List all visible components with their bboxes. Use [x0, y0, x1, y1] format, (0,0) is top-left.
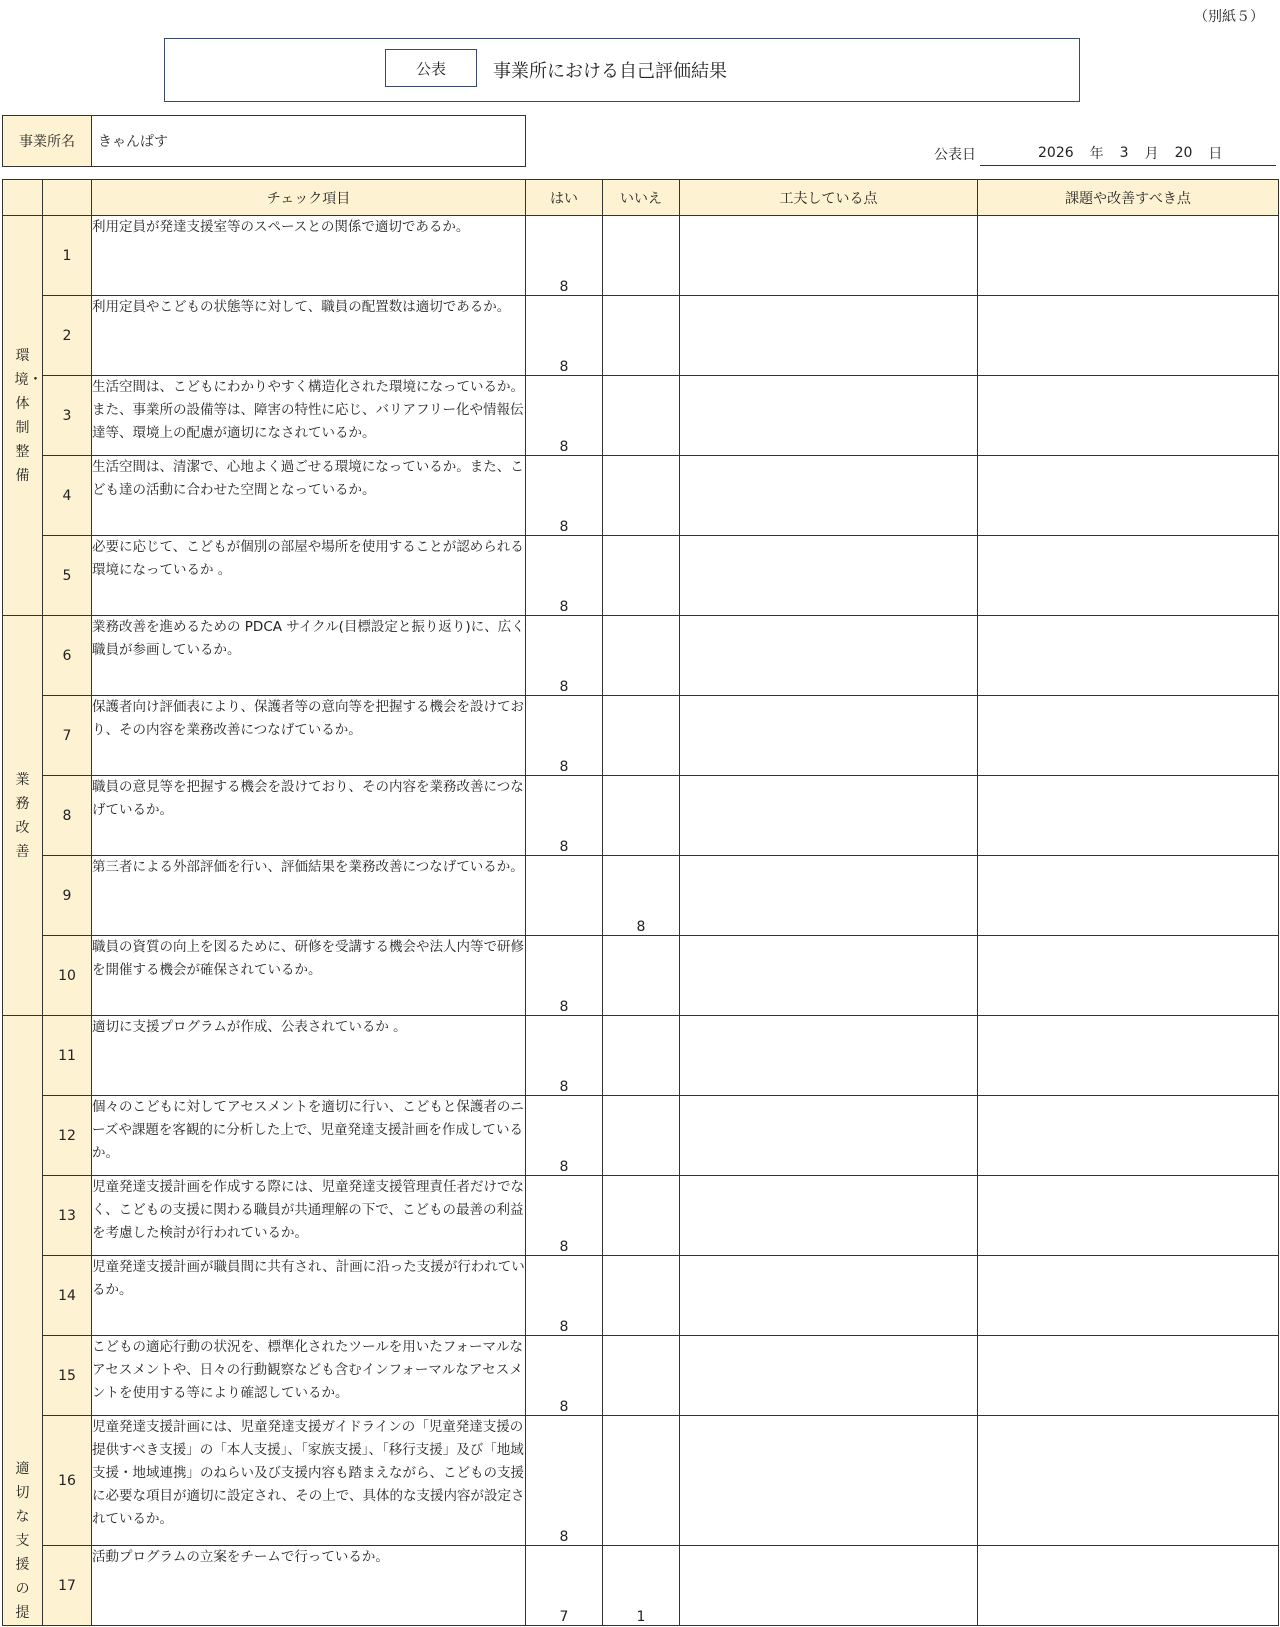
row-number: 14 — [43, 1256, 92, 1336]
row-number: 1 — [43, 216, 92, 296]
issues-cell — [978, 1256, 1279, 1336]
col-yes: はい — [526, 180, 603, 216]
no-count — [603, 1016, 680, 1096]
check-item-text: 職員の意見等を把握する機会を設けており、その内容を業務改善につなげているか。 — [92, 776, 526, 856]
no-count — [603, 616, 680, 696]
ingenuity-cell — [680, 1336, 978, 1416]
category-support-label: 適切な支援の提 — [15, 1461, 30, 1621]
check-item-text: 児童発達支援計画を作成する際には、児童発達支援管理責任者だけでなく、こどもの支援に関わる職員が共通理解の下で、こどもの最善の利益を考慮した検討が行われているか。 — [92, 1176, 526, 1256]
row-number: 10 — [43, 936, 92, 1016]
date-day: 20 — [1174, 144, 1193, 161]
date-month-unit: 月 — [1144, 145, 1159, 162]
check-item-text: 児童発達支援計画が職員間に共有され、計画に沿った支援が行われているか。 — [92, 1256, 526, 1336]
check-item-text: 児童発達支援計画には、児童発達支援ガイドラインの「児童発達支援の提供すべき支援」の「本人支援」、「家族支援」、「移行支援」及び「地域支援・地域連携」のねらい及び支援内容も踏まえながら、こどもの支援に必要な項目が適切に設定され、その上で、具体的な支援内容が設定されているか。 — [92, 1416, 526, 1546]
ingenuity-cell — [680, 776, 978, 856]
col-issues: 課題や改善すべき点 — [978, 180, 1279, 216]
publish-date-value — [980, 140, 1276, 166]
col-no: いいえ — [603, 180, 680, 216]
page-title: 事業所における自己評価結果 — [493, 61, 727, 82]
table-row — [3, 1256, 1279, 1336]
date-year-unit: 年 — [1089, 145, 1104, 162]
date-month: 3 — [1119, 144, 1129, 161]
no-count — [603, 1336, 680, 1416]
issues-cell — [978, 1336, 1279, 1416]
no-count — [603, 376, 680, 456]
date-day-unit: 日 — [1208, 145, 1223, 162]
no-count — [603, 296, 680, 376]
issues-cell — [978, 776, 1279, 856]
ingenuity-cell — [680, 696, 978, 776]
table-row — [3, 936, 1279, 1016]
ingenuity-cell — [680, 376, 978, 456]
no-count — [603, 216, 680, 296]
ingenuity-cell — [680, 216, 978, 296]
attachment-label: （別紙５） — [1194, 9, 1264, 25]
no-count — [603, 1096, 680, 1176]
issues-cell — [978, 376, 1279, 456]
row-number: 7 — [43, 696, 92, 776]
yes-count: 8 — [526, 296, 603, 376]
table-row — [3, 1096, 1279, 1176]
issues-cell — [978, 536, 1279, 616]
no-count — [603, 536, 680, 616]
ingenuity-cell — [680, 1546, 978, 1626]
row-number: 5 — [43, 536, 92, 616]
row-number: 6 — [43, 616, 92, 696]
table-row — [3, 616, 1279, 696]
yes-count: 8 — [526, 696, 603, 776]
no-count — [603, 696, 680, 776]
issues-cell — [978, 1096, 1279, 1176]
issues-cell — [978, 1416, 1279, 1546]
issues-cell — [978, 296, 1279, 376]
issues-cell — [978, 936, 1279, 1016]
check-item-text: 保護者向け評価表により、保護者等の意向等を把握する機会を設けており、その内容を業務改善につなげているか。 — [92, 696, 526, 776]
yes-count: 7 — [526, 1546, 603, 1626]
ingenuity-cell — [680, 1416, 978, 1546]
yes-count: 8 — [526, 216, 603, 296]
yes-count: 8 — [526, 616, 603, 696]
col-check-item: チェック項目 — [92, 180, 526, 216]
row-number: 11 — [43, 1016, 92, 1096]
no-count: 8 — [603, 856, 680, 936]
col-number — [43, 180, 92, 216]
ingenuity-cell — [680, 936, 978, 1016]
row-number: 4 — [43, 456, 92, 536]
no-count — [603, 1256, 680, 1336]
check-item-text: 生活空間は、清潔で、心地よく過ごせる環境になっているか。また、こども達の活動に合わせた空間となっているか。 — [92, 456, 526, 536]
category-env-label: 環境・体制整備 — [14, 347, 43, 484]
category-support — [3, 1016, 43, 1626]
no-count — [603, 1416, 680, 1546]
table-row — [3, 1336, 1279, 1416]
check-item-text: 利用定員やこどもの状態等に対して、職員の配置数は適切であるか。 — [92, 296, 526, 376]
yes-count: 8 — [526, 1256, 603, 1336]
row-number: 2 — [43, 296, 92, 376]
issues-cell — [978, 856, 1279, 936]
row-number: 12 — [43, 1096, 92, 1176]
publish-date-label: 公表日 — [934, 147, 976, 163]
category-env — [3, 216, 43, 616]
row-number: 9 — [43, 856, 92, 936]
yes-count: 8 — [526, 776, 603, 856]
yes-count: 8 — [526, 376, 603, 456]
issues-cell — [978, 696, 1279, 776]
row-number: 3 — [43, 376, 92, 456]
check-item-text: 利用定員が発達支援室等のスペースとの関係で適切であるか。 — [92, 216, 526, 296]
issues-cell — [978, 1176, 1279, 1256]
issues-cell — [978, 456, 1279, 536]
row-number: 13 — [43, 1176, 92, 1256]
col-category — [3, 180, 43, 216]
ingenuity-cell — [680, 1016, 978, 1096]
no-count — [603, 776, 680, 856]
date-year: 2026 — [1038, 144, 1074, 161]
no-count: 1 — [603, 1546, 680, 1626]
no-count — [603, 1176, 680, 1256]
yes-count: 8 — [526, 536, 603, 616]
category-improve-label: 業務改善 — [15, 771, 30, 860]
check-item-text: 第三者による外部評価を行い、評価結果を業務改善につなげているか。 — [92, 856, 526, 936]
no-count — [603, 456, 680, 536]
row-number: 17 — [43, 1546, 92, 1626]
yes-count: 8 — [526, 1416, 603, 1546]
office-name-label: 事業所名 — [3, 116, 92, 166]
yes-count: 8 — [526, 1096, 603, 1176]
table-row — [3, 456, 1279, 536]
table-row — [3, 776, 1279, 856]
check-item-text: 生活空間は、こどもにわかりやすく構造化された環境になっているか。また、事業所の設備等は、障害の特性に応じ、バリアフリー化や情報伝達等、環境上の配慮が適切になされているか。 — [92, 376, 526, 456]
check-item-text: 業務改善を進めるための PDCA サイクル(目標設定と振り返り)に、広く職員が参画しているか。 — [92, 616, 526, 696]
table-row — [3, 696, 1279, 776]
table-row — [3, 1176, 1279, 1256]
table-row — [3, 1546, 1279, 1626]
title-box — [164, 38, 1080, 102]
yes-count: 8 — [526, 1016, 603, 1096]
yes-count: 8 — [526, 936, 603, 1016]
no-count — [603, 936, 680, 1016]
table-row — [3, 1016, 1279, 1096]
ingenuity-cell — [680, 536, 978, 616]
issues-cell — [978, 616, 1279, 696]
check-item-text: 個々のこどもに対してアセスメントを適切に行い、こどもと保護者のニーズや課題を客観的に分析した上で、児童発達支援計画を作成しているか。 — [92, 1096, 526, 1176]
yes-count — [526, 856, 603, 936]
ingenuity-cell — [680, 1096, 978, 1176]
col-ingenuity: 工夫している点 — [680, 180, 978, 216]
check-item-text: こどもの適応行動の状況を、標準化されたツールを用いたフォーマルなアセスメントや、日々の行動観察なども含むインフォーマルなアセスメントを使用する等により確認しているか。 — [92, 1336, 526, 1416]
table-row — [3, 376, 1279, 456]
check-item-text: 職員の資質の向上を図るために、研修を受講する機会や法人内等で研修を開催する機会が確保されているか。 — [92, 936, 526, 1016]
check-item-text: 必要に応じて、こどもが個別の部屋や場所を使用することが認められる環境になっているか 。 — [92, 536, 526, 616]
table-row — [3, 856, 1279, 936]
yes-count: 8 — [526, 456, 603, 536]
ingenuity-cell — [680, 856, 978, 936]
table-row — [3, 536, 1279, 616]
issues-cell — [978, 1546, 1279, 1626]
office-name-value: きゃんぱす — [98, 134, 168, 150]
publish-badge: 公表 — [385, 49, 477, 87]
yes-count: 8 — [526, 1176, 603, 1256]
table-header-row — [3, 180, 1279, 216]
ingenuity-cell — [680, 296, 978, 376]
issues-cell — [978, 1016, 1279, 1096]
check-item-text: 活動プログラムの立案をチームで行っているか。 — [92, 1546, 526, 1626]
category-improve — [3, 616, 43, 1016]
ingenuity-cell — [680, 1256, 978, 1336]
table-row — [3, 1416, 1279, 1546]
table-row — [3, 216, 1279, 296]
ingenuity-cell — [680, 1176, 978, 1256]
row-number: 15 — [43, 1336, 92, 1416]
evaluation-table — [2, 179, 1279, 1626]
yes-count: 8 — [526, 1336, 603, 1416]
row-number: 8 — [43, 776, 92, 856]
ingenuity-cell — [680, 616, 978, 696]
office-name-box — [2, 115, 526, 167]
check-item-text: 適切に支援プログラムが作成、公表されているか 。 — [92, 1016, 526, 1096]
ingenuity-cell — [680, 456, 978, 536]
table-row — [3, 296, 1279, 376]
issues-cell — [978, 216, 1279, 296]
row-number: 16 — [43, 1416, 92, 1546]
